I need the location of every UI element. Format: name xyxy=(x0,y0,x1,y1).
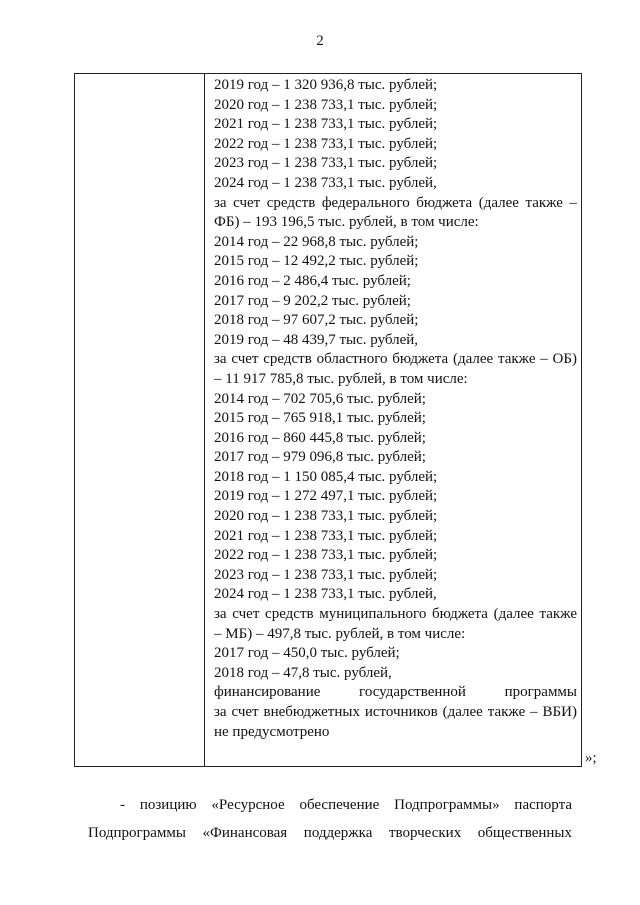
table-text-line: 2016 год – 2 486,4 тыс. рублей; xyxy=(214,272,411,289)
table-left-cell xyxy=(75,74,205,766)
table-text-line: 2021 год – 1 238 733,1 тыс. рублей; xyxy=(214,116,438,133)
page-number: 2 xyxy=(316,33,324,49)
table-text-line: ФБ) – 193 196,5 тыс. рублей, в том числе: xyxy=(214,214,479,231)
table-text-line: 2016 год – 860 445,8 тыс. рублей; xyxy=(214,429,426,446)
table-text-line: 2019 год – 1 272 497,1 тыс. рублей; xyxy=(214,488,438,505)
table-text-line: за счет средств областного бюджета (далее также – ОБ) xyxy=(214,351,577,368)
table-text-line: 2020 год – 1 238 733,1 тыс. рублей; xyxy=(214,508,438,525)
body-paragraph-line-1: - позицию «Ресурсное обеспечение Подпрограммы» паспорта xyxy=(120,797,572,813)
table-text-line: 2018 год – 97 607,2 тыс. рублей; xyxy=(214,312,419,329)
table-text-line: 2018 год – 1 150 085,4 тыс. рублей; xyxy=(214,468,438,485)
table-text-line: 2018 год – 47,8 тыс. рублей, xyxy=(214,664,392,681)
table-text-line: 2015 год – 765 918,1 тыс. рублей; xyxy=(214,410,426,427)
table-text-line: 2020 год – 1 238 733,1 тыс. рублей; xyxy=(214,96,438,113)
table-text-line: 2017 год – 450,0 тыс. рублей; xyxy=(214,645,400,662)
table-text-line: за счет средств муниципального бюджета (далее также xyxy=(214,606,577,623)
table-text-line: 2022 год – 1 238 733,1 тыс. рублей; xyxy=(214,135,438,152)
table-text-line: 2021 год – 1 238 733,1 тыс. рублей; xyxy=(214,527,438,544)
table-text-line: 2024 год – 1 238 733,1 тыс. рублей, xyxy=(214,586,437,603)
table-right-cell xyxy=(206,74,581,766)
table-text-line: за счет средств федерального бюджета (далее также – xyxy=(214,194,577,211)
table-text-line: за счет внебюджетных источников (далее также – ВБИ) xyxy=(214,704,577,720)
table-text-line: 2014 год – 702 705,6 тыс. рублей; xyxy=(214,390,426,407)
table-text-line: 2024 год – 1 238 733,1 тыс. рублей, xyxy=(214,174,437,191)
table-text-line: 2015 год – 12 492,2 тыс. рублей; xyxy=(214,253,419,270)
table-text-line: 2019 год – 48 439,7 тыс. рублей, xyxy=(214,331,419,348)
body-paragraph-line-2: Подпрограммы «Финансовая поддержка творческих общественных xyxy=(88,825,572,841)
table-text-line: – 11 917 785,8 тыс. рублей, в том числе: xyxy=(214,370,468,387)
resource-table xyxy=(74,73,582,767)
table-text-line: не предусмотрено xyxy=(214,723,330,740)
table-text-line: 2017 год – 979 096,8 тыс. рублей; xyxy=(214,449,426,466)
table-text-line: финансирование государственной программы xyxy=(214,684,577,701)
table-text-line: 2019 год – 1 320 936,8 тыс. рублей; xyxy=(214,77,438,93)
table-text-line: 2023 год – 1 238 733,1 тыс. рублей; xyxy=(214,566,438,583)
table-text-line: 2017 год – 9 202,2 тыс. рублей; xyxy=(214,292,411,309)
table-text-line: – МБ) – 497,8 тыс. рублей, в том числе: xyxy=(214,625,466,642)
table-text-line: 2014 год – 22 968,8 тыс. рублей; xyxy=(214,233,419,250)
closing-quote: »; xyxy=(585,750,597,766)
table-text-line: 2022 год – 1 238 733,1 тыс. рублей; xyxy=(214,547,438,564)
table-text-line: 2023 год – 1 238 733,1 тыс. рублей; xyxy=(214,155,438,172)
